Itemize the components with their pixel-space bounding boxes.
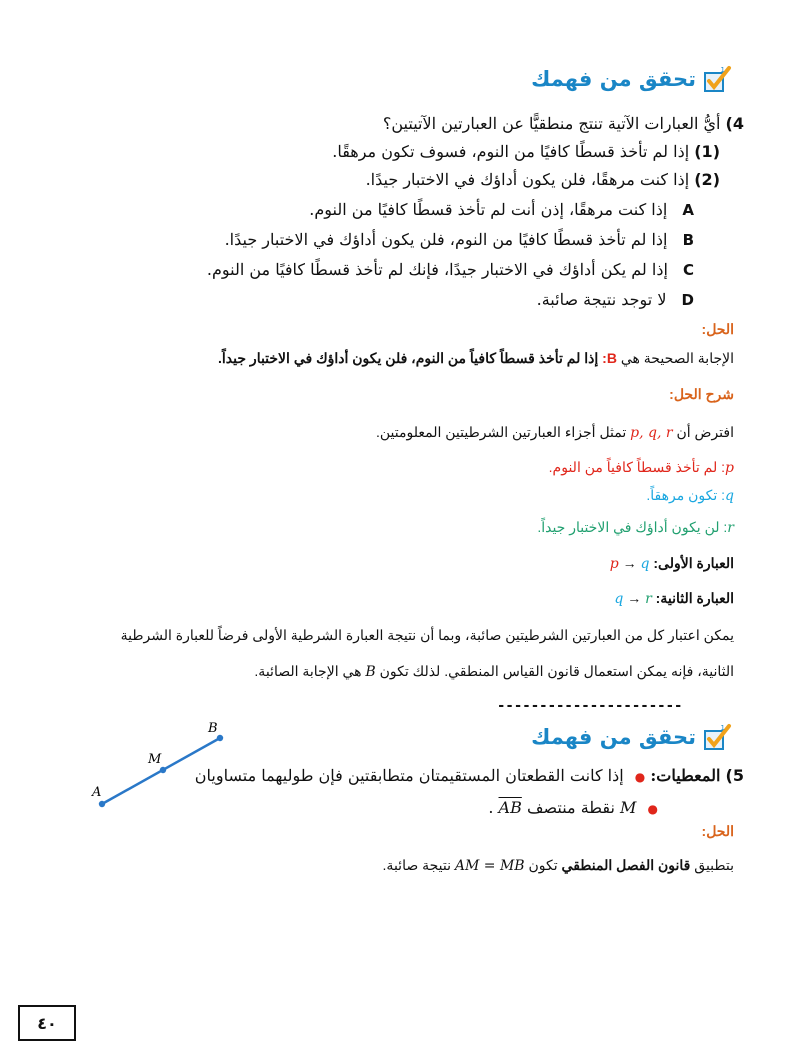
heading-title: تحقق من فهمك — [531, 67, 696, 91]
second-statement: العبارة الثانية: q → r — [614, 590, 734, 607]
dashed-divider: ---------------------- — [497, 698, 683, 714]
answer-text: إذا لم تأخذ قسطاً كافياً من النوم، فلن يكون أداؤك في الاختبار جيداً. — [218, 350, 599, 366]
question-5: 5) المعطيات: ● إذا كانت القطعتان المستقيمتان متطابقتين فإن طوليهما متساويان — [194, 766, 744, 785]
equation: AM = MB — [454, 858, 525, 874]
bullet-icon: ● — [647, 802, 658, 816]
label-b: B — [208, 721, 218, 736]
statement-1: (1) إذا لم تأخذ قسطًا كافيًا من النوم، فسوف تكون مرهقًا. — [332, 142, 720, 161]
option-b: B إذا لم تأخذ قسطًا كافيًا من النوم، فلن يكون أداؤك في الاختبار جيدًا. — [224, 230, 694, 249]
answer-letter: B: — [602, 350, 617, 366]
q-definition: q: تكون مرهقاً. — [646, 487, 734, 504]
segment-ab: AB — [498, 798, 522, 817]
correct-answer: الإجابة الصحيحة هي B: إذا لم تأخذ قسطاً كافياً من النوم، فلن يكون أداؤك في الاختبار جيداً. — [218, 350, 734, 366]
solution-label-1: الحل: — [701, 321, 734, 337]
heading-title: تحقق من فهمك — [531, 725, 696, 749]
point-m — [160, 767, 166, 773]
assumption-line: افترض أن p, q, r تمثل أجزاء العبارتين الشرطيتين المعلومتين. — [376, 424, 734, 441]
conclusion-line-2: الثانية، فإنه يمكن استعمال قانون القياس المنطقي. لذلك تكون B هي الإجابة الصائبة. — [254, 663, 734, 680]
question-4 — [383, 110, 744, 137]
question-number: 4) — [725, 114, 744, 133]
statement-2: (2) إذا كنت مرهقًا، فلن يكون أداؤك في الاختبار جيدًا. — [365, 170, 720, 189]
given-2: ● M نقطة منتصف AB . — [488, 798, 658, 817]
check-understanding-heading-2 — [531, 722, 732, 752]
r-definition: r: لن يكون أداؤك في الاختبار جيداً. — [537, 519, 734, 536]
assume-vars: p, q, r — [630, 425, 673, 441]
given-1: إذا كانت القطعتان المستقيمتان متطابقتين فإن طوليهما متساويان — [194, 766, 624, 785]
checkbox-check-icon — [702, 64, 732, 94]
checkbox-check-icon — [702, 722, 732, 752]
bullet-icon: ● — [634, 770, 646, 784]
first-statement: العبارة الأولى: p → q — [609, 555, 734, 572]
label-m: M — [148, 752, 162, 767]
page-number: ٤٠ — [18, 1005, 76, 1041]
conclusion-line-1: يمكن اعتبار كل من العبارتين الشرطيتين صائبة، وبما أن نتيجة العبارة الشرطية الأولى فرضاً للعبارة الشرطية — [120, 627, 734, 643]
p-definition: p: لم تأخذ قسطاً كافياً من النوم. — [548, 459, 734, 476]
label-a: A — [92, 785, 102, 800]
solution-label-2: الحل: — [701, 823, 734, 839]
check-understanding-heading-1 — [531, 64, 732, 94]
svg-text:1: 1 — [720, 66, 725, 74]
option-d: D لا توجد نتيجة صائبة. — [536, 290, 694, 309]
point-b — [217, 735, 223, 741]
option-a: A إذا كنت مرهقًا، إذن أنت لم تأخذ قسطًا كافيًا من النوم. — [309, 200, 694, 219]
givens-label: المعطيات: — [650, 766, 721, 785]
solution-2-text: بتطبيق قانون الفصل المنطقي تكون AM = MB نتيجة صائبة. — [382, 857, 734, 874]
explanation-label: شرح الحل: — [669, 386, 734, 402]
option-c: C إذا لم يكن أداؤك في الاختبار جيدًا، فإنك لم تأخذ قسطًا كافيًا من النوم. — [206, 260, 694, 279]
law-name: قانون الفصل المنطقي — [561, 857, 691, 873]
point-a — [99, 801, 105, 807]
question-text: أيُّ العبارات الآتية تنتج منطقيًّا عن العبارتين الآتيتين؟ — [382, 114, 721, 133]
svg-text:1: 1 — [720, 724, 725, 732]
